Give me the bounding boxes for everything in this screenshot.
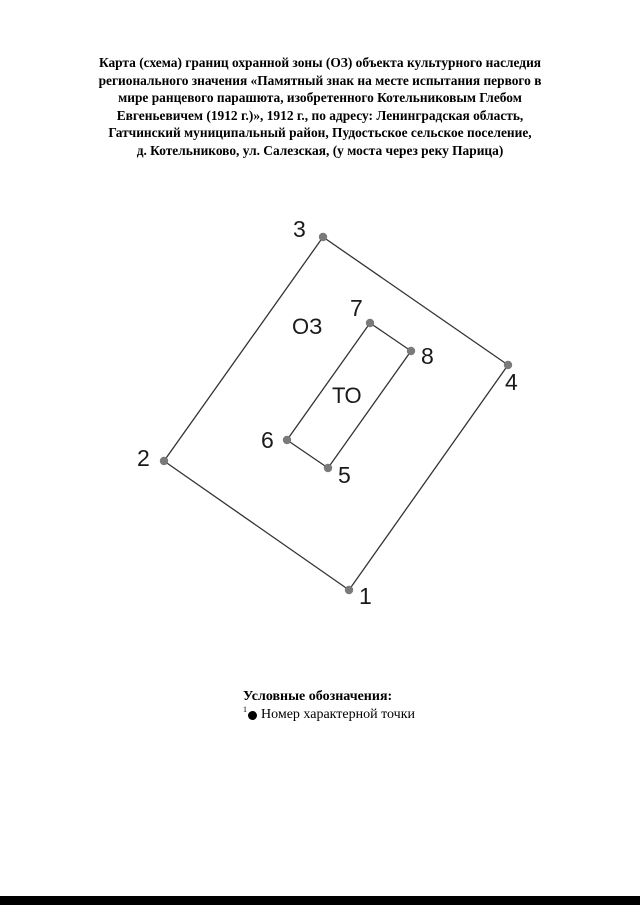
point-label-6: 6 xyxy=(261,427,274,453)
point-marker-6 xyxy=(283,436,291,444)
point-marker-1 xyxy=(345,586,353,594)
oz-zone-label: ОЗ xyxy=(292,314,323,339)
legend-item-point-number xyxy=(243,706,415,724)
point-label-3: 3 xyxy=(293,216,306,242)
title-line: Гатчинский муниципальный район, Пудостьское сельское поселение, xyxy=(108,125,532,141)
title-line: д. Котельниково, ул. Салезская, (у моста через реку Парица) xyxy=(136,142,504,158)
point-dot-icon xyxy=(248,711,257,720)
legend-item-label: Номер характерной точки xyxy=(261,707,415,722)
to-zone-label: ТО xyxy=(332,383,362,408)
point-label-1: 1 xyxy=(359,583,372,609)
point-label-8: 8 xyxy=(421,343,434,369)
title-line: регионального значения «Памятный знак на месте испытания первого в xyxy=(98,72,542,88)
point-marker-8 xyxy=(407,347,415,355)
title-line: мире ранцевого парашюта, изобретенного Котельниковым Глебом xyxy=(118,90,522,106)
point-marker-7 xyxy=(366,319,374,327)
point-marker-5 xyxy=(324,464,332,472)
legend-superscript: 1 xyxy=(243,705,247,714)
point-marker-2 xyxy=(160,457,168,465)
oz-boundary xyxy=(164,237,508,590)
point-label-5: 5 xyxy=(338,462,351,488)
point-marker-3 xyxy=(319,233,327,241)
point-label-2: 2 xyxy=(137,445,150,471)
point-label-4: 4 xyxy=(505,369,518,395)
page-bottom-border xyxy=(0,896,640,905)
point-label-7: 7 xyxy=(350,295,363,321)
point-marker-4 xyxy=(504,361,512,369)
title-line: Евгеньевичем (1912 г.)», 1912 г., по адресу: Ленинградская область, xyxy=(116,107,524,123)
legend-title: Условные обозначения: xyxy=(243,689,393,704)
legend xyxy=(243,688,415,724)
title-line: Карта (схема) границ охранной зоны (ОЗ) объекта культурного наследия xyxy=(98,55,542,70)
